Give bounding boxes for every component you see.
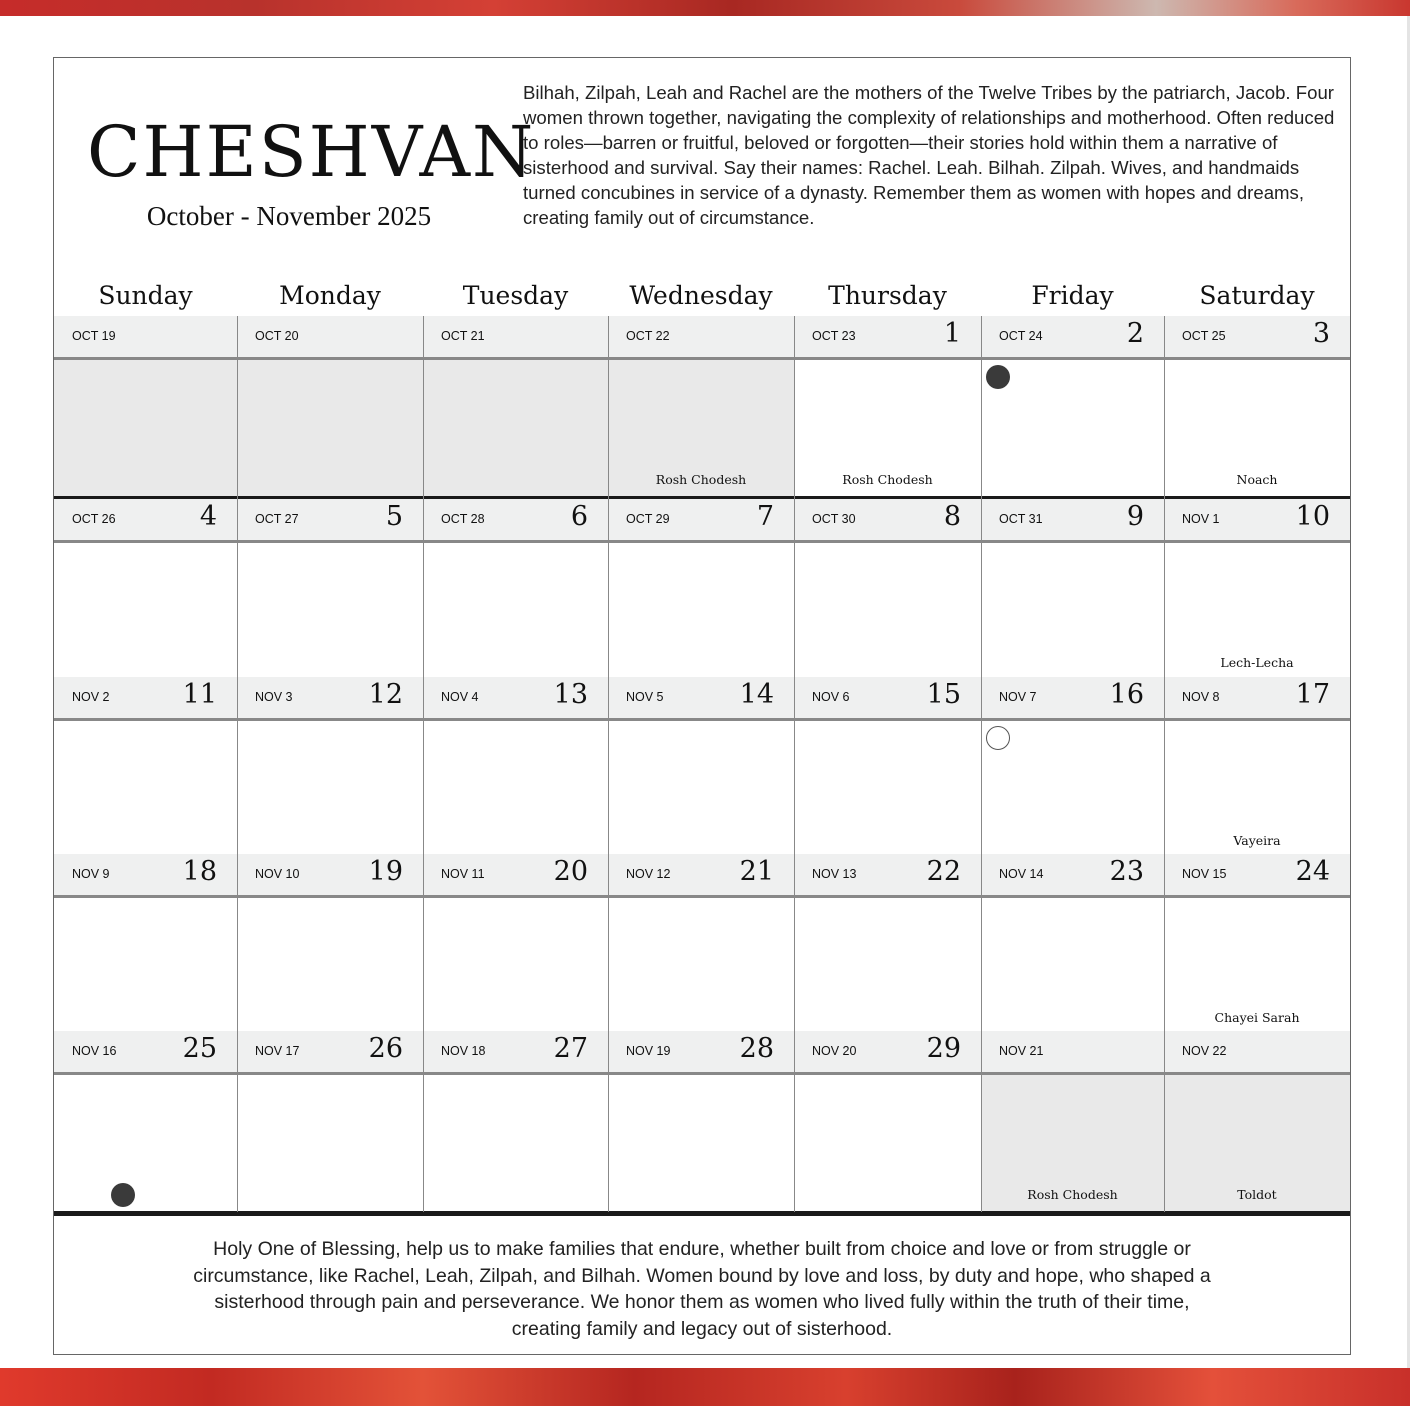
day-header	[1164, 1031, 1350, 1075]
day-note: Chayei Sarah	[1214, 1010, 1300, 1025]
column-divider	[423, 316, 424, 1212]
day-header	[1164, 499, 1350, 543]
day-body	[423, 721, 608, 858]
gregorian-date: NOV 16	[72, 1044, 117, 1058]
day-body	[54, 543, 237, 680]
hebrew-day-number: 27	[553, 1033, 588, 1064]
hebrew-day-number: 4	[199, 501, 217, 532]
hebrew-day-number: 16	[1109, 679, 1144, 710]
day-body	[54, 721, 237, 858]
gregorian-date: NOV 11	[441, 867, 485, 881]
gregorian-date: NOV 9	[72, 867, 110, 881]
gregorian-date: OCT 28	[441, 512, 485, 526]
date-range: October - November 2025	[146, 201, 432, 231]
gregorian-date: OCT 26	[72, 512, 116, 526]
day-body	[237, 360, 423, 497]
prayer-text: Holy One of Blessing, help us to make families that endure, whether built from choice and love or from struggle or circumstance, like Rachel, Leah, Zilpah, and Bilhah. Women bound by love and loss, by duty and hope, who shaped a sisterhood through pain and perseverance. We honor them as women who lived fully within the truth of their time, creating family and legacy out of sisterhood.	[193, 1238, 1211, 1341]
weekday-sunday: Sunday	[98, 281, 193, 310]
weekday-thursday: Thursday	[828, 281, 947, 310]
gregorian-date: NOV 19	[626, 1044, 671, 1058]
new-moon-icon	[986, 365, 1010, 389]
hebrew-day-number: 28	[739, 1033, 774, 1064]
gregorian-date: NOV 2	[72, 690, 110, 704]
day-header	[423, 854, 608, 898]
hebrew-day-number: 15	[926, 679, 961, 710]
gregorian-date: OCT 29	[626, 512, 670, 526]
day-header	[1164, 854, 1350, 898]
hebrew-day-number: 11	[182, 679, 217, 710]
weekday-monday: Monday	[279, 281, 381, 310]
gregorian-date: NOV 20	[812, 1044, 857, 1058]
day-header	[54, 854, 237, 898]
month-title: CHESHVAN	[87, 111, 536, 193]
hebrew-day-number: 5	[385, 501, 403, 532]
gregorian-date: OCT 24	[999, 329, 1043, 343]
day-header	[794, 1031, 981, 1075]
day-body	[237, 543, 423, 680]
hebrew-day-number: 14	[739, 679, 774, 710]
day-body	[1164, 360, 1350, 497]
hebrew-day-number: 3	[1312, 318, 1330, 349]
day-body	[794, 721, 981, 858]
gregorian-date: OCT 22	[626, 329, 670, 343]
day-body	[423, 360, 608, 497]
day-body	[237, 721, 423, 858]
gregorian-date: OCT 20	[255, 329, 299, 343]
day-body	[981, 898, 1164, 1035]
hebrew-day-number: 17	[1295, 679, 1330, 710]
hebrew-day-number: 22	[926, 856, 961, 887]
gregorian-date: OCT 27	[255, 512, 299, 526]
gregorian-date: NOV 7	[999, 690, 1037, 704]
new-moon-icon	[111, 1183, 135, 1207]
day-header	[981, 854, 1164, 898]
column-divider	[1164, 316, 1165, 1212]
gregorian-date: NOV 22	[1182, 1044, 1227, 1058]
day-header	[1164, 677, 1350, 721]
weekday-saturday: Saturday	[1199, 281, 1315, 310]
hebrew-day-number: 20	[553, 856, 588, 887]
day-body	[981, 721, 1164, 858]
gregorian-date: NOV 12	[626, 867, 671, 881]
gregorian-date: NOV 6	[812, 690, 850, 704]
intro-text: Bilhah, Zilpah, Leah and Rachel are the mothers of the Twelve Tribes by the patriarch, Jacob. Four women thrown together, navigating the complexity of relationships and motherhood. Often reduced to roles—barren or fruitful, beloved or forgotten—their stories hold within them a narrative of sisterhood and survival. Say their names: Rachel. Leah. Bilhah. Zilpah. Wives, and handmaids turned concubines in service of a dynasty. Remember them as women with hopes and dreams, creating family out of circumstance.	[523, 82, 1335, 228]
hebrew-day-number: 9	[1126, 501, 1144, 532]
day-header	[981, 1031, 1164, 1075]
day-header	[423, 677, 608, 721]
hebrew-day-number: 2	[1126, 318, 1144, 349]
column-divider	[981, 316, 982, 1212]
calendar-page	[53, 57, 1351, 1355]
weekday-friday: Friday	[1031, 281, 1114, 310]
top-decorative-band	[0, 0, 1410, 16]
hebrew-day-number: 7	[756, 501, 774, 532]
day-header	[608, 854, 794, 898]
bottom-decorative-band	[0, 1368, 1410, 1406]
day-header	[608, 499, 794, 543]
day-header	[54, 677, 237, 721]
day-body	[54, 360, 237, 497]
day-body	[423, 1075, 608, 1212]
column-divider	[237, 316, 238, 1212]
hebrew-day-number: 19	[368, 856, 403, 887]
day-header	[237, 1031, 423, 1075]
day-body	[237, 1075, 423, 1212]
day-body	[54, 898, 237, 1035]
day-body	[608, 898, 794, 1035]
day-body	[608, 1075, 794, 1212]
day-header	[54, 1031, 237, 1075]
hebrew-day-number: 21	[739, 856, 774, 887]
hebrew-day-number: 6	[570, 501, 588, 532]
day-header	[237, 854, 423, 898]
gregorian-date: NOV 21	[999, 1044, 1044, 1058]
day-body	[1164, 543, 1350, 680]
day-body	[608, 360, 794, 497]
hebrew-day-number: 25	[182, 1033, 217, 1064]
day-header	[1164, 316, 1350, 360]
day-header	[981, 499, 1164, 543]
gregorian-date: NOV 4	[441, 690, 479, 704]
weekday-wednesday: Wednesday	[629, 281, 773, 310]
gregorian-date: NOV 8	[1182, 690, 1220, 704]
day-note: Vayeira	[1233, 833, 1281, 848]
hebrew-day-number: 12	[368, 679, 403, 710]
day-header	[608, 316, 794, 360]
weekday-tuesday: Tuesday	[462, 281, 569, 310]
day-body	[1164, 898, 1350, 1035]
day-body	[794, 1075, 981, 1212]
day-body	[794, 898, 981, 1035]
hebrew-day-number: 18	[182, 856, 217, 887]
gregorian-date: NOV 17	[255, 1044, 300, 1058]
day-header	[794, 499, 981, 543]
day-header	[423, 1031, 608, 1075]
day-note: Lech-Lecha	[1220, 655, 1294, 670]
day-body	[794, 543, 981, 680]
hebrew-day-number: 8	[943, 501, 961, 532]
day-note: Rosh Chodesh	[655, 472, 747, 487]
day-note: Noach	[1236, 472, 1278, 487]
day-header	[794, 854, 981, 898]
gregorian-date: OCT 19	[72, 329, 116, 343]
day-body	[608, 721, 794, 858]
gregorian-date: NOV 1	[1182, 512, 1220, 526]
gregorian-date: OCT 25	[1182, 329, 1226, 343]
day-body	[981, 543, 1164, 680]
column-divider	[608, 316, 609, 1212]
gregorian-date: NOV 5	[626, 690, 664, 704]
day-note: Toldot	[1237, 1187, 1277, 1202]
day-body	[794, 360, 981, 497]
hebrew-day-number: 10	[1295, 501, 1330, 532]
gregorian-date: NOV 13	[812, 867, 857, 881]
day-body	[1164, 1075, 1350, 1212]
day-header	[608, 1031, 794, 1075]
day-header	[981, 677, 1164, 721]
hebrew-day-number: 26	[368, 1033, 403, 1064]
gregorian-date: OCT 21	[441, 329, 485, 343]
gregorian-date: NOV 14	[999, 867, 1044, 881]
gregorian-date: NOV 3	[255, 690, 293, 704]
day-header	[794, 316, 981, 360]
week-divider	[54, 1211, 1350, 1216]
day-body	[54, 1075, 237, 1212]
day-note: Rosh Chodesh	[842, 472, 933, 487]
day-header	[981, 316, 1164, 360]
day-note: Rosh Chodesh	[1027, 1187, 1118, 1202]
day-body	[981, 360, 1164, 497]
hebrew-day-number: 1	[943, 318, 961, 349]
day-header	[54, 499, 237, 543]
day-header	[423, 499, 608, 543]
gregorian-date: OCT 23	[812, 329, 856, 343]
hebrew-day-number: 23	[1109, 856, 1144, 887]
day-header	[794, 677, 981, 721]
day-header	[54, 316, 237, 360]
day-header	[237, 677, 423, 721]
day-body	[981, 1075, 1164, 1212]
full-moon-icon	[986, 726, 1010, 750]
day-body	[1164, 721, 1350, 858]
day-body	[423, 898, 608, 1035]
gregorian-date: NOV 15	[1182, 867, 1227, 881]
gregorian-date: NOV 10	[255, 867, 300, 881]
hebrew-day-number: 13	[553, 679, 588, 710]
gregorian-date: OCT 30	[812, 512, 856, 526]
gregorian-date: NOV 18	[441, 1044, 486, 1058]
hebrew-day-number: 29	[926, 1033, 961, 1064]
gregorian-date: OCT 31	[999, 512, 1043, 526]
day-header	[237, 499, 423, 543]
column-divider	[794, 316, 795, 1212]
day-header	[237, 316, 423, 360]
day-header	[423, 316, 608, 360]
day-header	[608, 677, 794, 721]
day-body	[608, 543, 794, 680]
day-body	[423, 543, 608, 680]
hebrew-day-number: 24	[1295, 856, 1330, 887]
day-body	[237, 898, 423, 1035]
